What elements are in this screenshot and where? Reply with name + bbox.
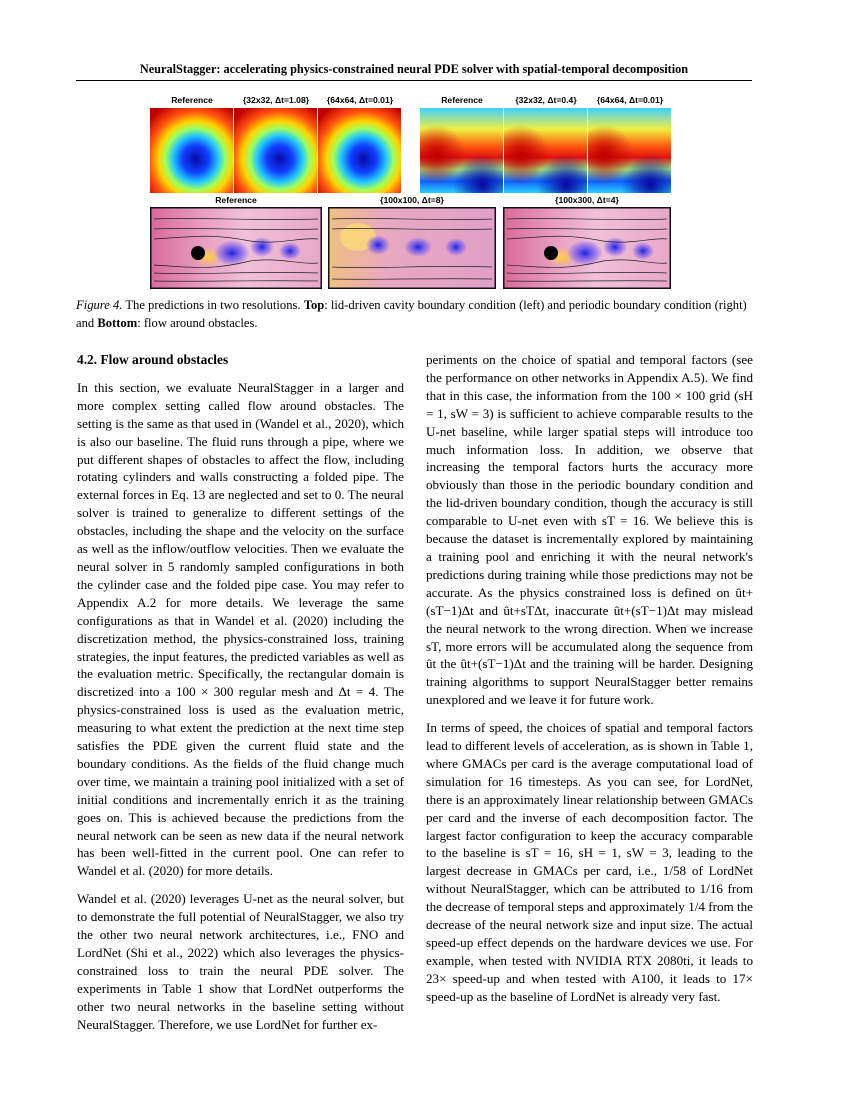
left-paragraph-1: In this section, we evaluate NeuralStagger in a larger and more complex setting called flow around obstacles. The setting is the same as that used in (Wandel et al., 2020), which is also our baseline. The fluid runs through a pipe, where we put different shapes of obstacles to affect the flow, including rotating cylinders and walls constructing a folded pipe. The external forces in Eq. 13 are neglected and set to 0. The neural solver is trained to generalize to different settings of the obstacles, including the shape and the velocity on the surface as well as the inflow/outflow velocities. Then we evaluate the neural solver in 5 randomly sampled configurations in both the cylinder case and the folded pipe case. You may refer to Appendix A.2 for more details. We leverage the same configurations as that in Wandel et al. (2020) including the discretization method, the physics-constrained loss, training strategies, the input features, the predicted variables as well as the evaluation metric. Specifically, the rectangular domain is discretized into a 100 × 300 regular mesh and Δt = 4. The physics-constrained loss is used as the evaluation metric, measuring to what extent the prediction at the next time step satisfies the PDE given the current fluid state and the boundary conditions. As the fields of the fluid change much over time, we maintain a training pool initialized with a set of initial conditions and incrementally enrich it as the training goes on. This is achieved because the predictions from the neural network can be seen as new data if the neural network has been well-fitted in the current pool. One can refer to Wandel et al. (2020) for more details. (77, 379, 404, 879)
flow-reference-image (150, 207, 322, 289)
left-column (77, 351, 404, 1044)
label-flow-100x300: {100x300, Δt=4} (555, 195, 619, 205)
caption-figure-number: Figure 4. (76, 298, 123, 312)
label-flow-reference: Reference (215, 195, 257, 205)
header-rule (76, 80, 752, 81)
caption-bold-bottom: Bottom (97, 316, 138, 330)
caption-text-3: : flow around obstacles. (137, 316, 258, 330)
figure-caption (76, 296, 752, 332)
periodic-32-image (504, 108, 587, 193)
periodic-64-image (588, 108, 671, 193)
periodic-reference-image (420, 108, 503, 193)
cavity-64-image (318, 108, 401, 193)
flow-100x100-image (328, 207, 496, 289)
label-periodic-32: {32x32, Δt=0.4} (515, 95, 577, 105)
cavity-reference-image (150, 108, 233, 193)
section-title: 4.2. Flow around obstacles (77, 352, 229, 367)
right-column (426, 351, 753, 1016)
caption-text-1: The predictions in two resolutions. (125, 298, 301, 312)
left-paragraph-2: Wandel et al. (2020) leverages U-net as the neural solver, but to demonstrate the full potential of NeuralStagger, we also try the other two neural network architectures, i.e., FNO and LordNet (Shi et al., 2022) which also leverages the physics-constrained loss to train the neural PDE solver. The experiments in Table 1 show that LordNet outperforms the other two neural networks in the baseline setting without NeuralStagger. Therefore, we use LordNet for further ex- (77, 891, 404, 1032)
label-periodic-64: {64x64, Δt=0.01} (596, 95, 664, 105)
label-cavity-reference: Reference (171, 95, 213, 105)
label-flow-100x100: {100x100, Δt=8} (380, 195, 444, 205)
label-cavity-64: {64x64, Δt=0.01} (326, 95, 394, 105)
right-paragraph-2: In terms of speed, the choices of spatial and temporal factors lead to different levels of acceleration, as is shown in Table 1, where GMACs per card is the average computational load of simulation for 16 timesteps. As you can see, for LordNet, there is an approximately linear relationship between GMACs per card and the inverse of each decomposition factor. The largest factor configuration to keep the accuracy comparable to the baseline is sT = 16, sH = 1, sW = 3, leading to the largest decrease in GMACs per card, i.e., 1/58 of LordNet without NeuralStagger, which can be attributed to 1/16 from the decrease of temporal steps and approximately 1/4 from the decrease of the neural network size and input size. The actual speed-up effect depends on the hardware devices we use. For example, when tested with NVIDIA RTX 2080ti, it leads to 23× speed-up and when tested with A100, it leads to 17× speed-up as the baseline of LordNet is already very fast. (426, 720, 753, 1004)
cavity-32-image (234, 108, 317, 193)
flow-100x300-image (503, 207, 671, 289)
label-periodic-reference: Reference (441, 95, 483, 105)
caption-bold-top: Top (303, 298, 325, 312)
running-header: NeuralStagger: accelerating physics-constrained neural PDE solver with spatial-temporal decomposition (139, 62, 689, 76)
label-cavity-32: {32x32, Δt=1.08} (242, 95, 310, 105)
right-paragraph-1: periments on the choice of spatial and temporal factors (see the performance on other networks in Appendix A.5). We find that in this case, the information from the 100 × 100 grid (sH = 1, sW = 3) is sufficient to achieve comparable results to the U-net baseline, while larger spatial steps will introduce too much information loss. In addition, we observe that increasing the temporal factors hurts the accuracy more obviously than those in the periodic boundary condition and the lid-driven boundary condition, though the accuracy is still comparable to U-net even with sT = 16. We believe this is because the dataset is incrementally explored by maintaining a training pool and enriching it with the neural network's predictions during training while those predictions may not be accurate. As the physics constrained loss is defined on ût+(sT−1)Δt and ût+sTΔt, inaccurate ût+(sT−1)Δt may mislead the neural network to the wrong direction. When we increase sT, more errors will be accumulated along the sequence from ût the ût+(sT−1)Δt and the training will be harder. Designing training algorithms to support NeuralStagger better remains unexplored and we leave it for future work. (426, 352, 753, 708)
caption-text-2: : lid-driven cavity boundary condition (left) and periodic boundary condition (right) and (76, 298, 747, 330)
